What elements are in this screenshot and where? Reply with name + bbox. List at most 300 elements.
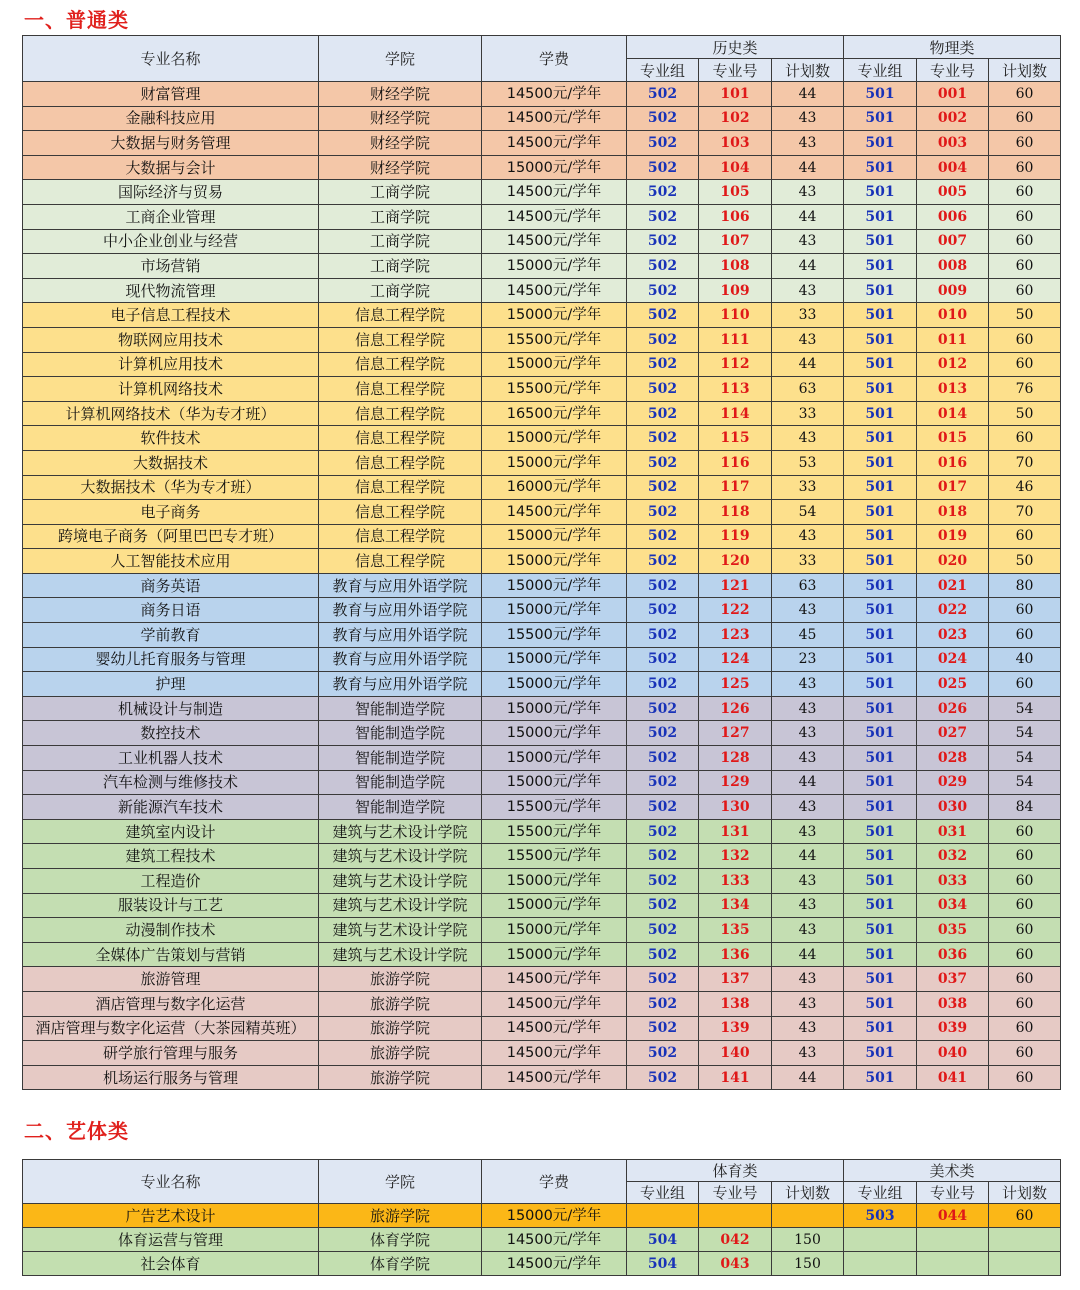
plan-a-cell: 44: [772, 352, 844, 377]
table-row: [23, 352, 1061, 377]
code-a-cell: 138: [699, 991, 772, 1016]
plan-a-cell: 44: [772, 770, 844, 795]
code-b-cell: 021: [917, 573, 989, 598]
plan-a-cell: 150: [772, 1252, 844, 1276]
code-b-cell: [917, 1228, 989, 1252]
fee-cell: 15000元/学年: [482, 721, 627, 746]
group-b-cell: 501: [844, 377, 917, 402]
plan-b-cell: 60: [989, 106, 1061, 131]
college-cell: 建筑与艺术设计学院: [319, 942, 482, 967]
code-b-cell: 035: [917, 918, 989, 943]
group-a-cell: 502: [627, 721, 699, 746]
plan-b-cell: 54: [989, 696, 1061, 721]
major-name-cell: 建筑工程技术: [23, 844, 319, 869]
code-a-cell: 119: [699, 524, 772, 549]
major-name-cell: 大数据技术（华为专才班）: [23, 475, 319, 500]
code-a-cell: 141: [699, 1065, 772, 1090]
major-name-cell: 全媒体广告策划与营销: [23, 942, 319, 967]
major-name-cell: 体育运营与管理: [23, 1228, 319, 1252]
plan-a-cell: 43: [772, 869, 844, 894]
col-header-college: 学院: [319, 36, 482, 82]
group-a-cell: 502: [627, 303, 699, 328]
code-b-cell: 019: [917, 524, 989, 549]
plan-b-cell: 60: [989, 942, 1061, 967]
plan-a-cell: 43: [772, 991, 844, 1016]
college-cell: 教育与应用外语学院: [319, 598, 482, 623]
plan-b-cell: 80: [989, 573, 1061, 598]
fee-cell: 14500元/学年: [482, 180, 627, 205]
fee-cell: 15000元/学年: [482, 746, 627, 771]
sub-header-code: 专业号: [917, 1182, 989, 1204]
major-name-cell: 汽车检测与维修技术: [23, 770, 319, 795]
fee-cell: 15000元/学年: [482, 918, 627, 943]
group-a-cell: 502: [627, 967, 699, 992]
plan-b-cell: 54: [989, 770, 1061, 795]
plan-a-cell: 43: [772, 598, 844, 623]
major-name-cell: 酒店管理与数字化运营（大茶园精英班）: [23, 1016, 319, 1041]
fee-cell: 15000元/学年: [482, 1204, 627, 1228]
group-b-cell: 501: [844, 254, 917, 279]
table-row: [23, 1228, 1061, 1252]
group-b-cell: [844, 1252, 917, 1276]
plan-b-cell: 60: [989, 82, 1061, 107]
major-name-cell: 现代物流管理: [23, 278, 319, 303]
group-a-cell: 502: [627, 598, 699, 623]
major-name-cell: 工商企业管理: [23, 204, 319, 229]
plan-a-cell: 33: [772, 475, 844, 500]
group-b-cell: 501: [844, 819, 917, 844]
college-cell: 信息工程学院: [319, 549, 482, 574]
major-name-cell: 旅游管理: [23, 967, 319, 992]
sub-header-group: 专业组: [627, 59, 699, 82]
group-a-cell: 502: [627, 254, 699, 279]
fee-cell: 14500元/学年: [482, 1228, 627, 1252]
group-a-cell: 502: [627, 204, 699, 229]
major-name-cell: 服装设计与工艺: [23, 893, 319, 918]
major-name-cell: 工程造价: [23, 869, 319, 894]
code-b-cell: 011: [917, 327, 989, 352]
college-cell: 旅游学院: [319, 1065, 482, 1090]
table-row: [23, 647, 1061, 672]
plan-a-cell: 43: [772, 106, 844, 131]
fee-cell: 16000元/学年: [482, 475, 627, 500]
table-row: [23, 893, 1061, 918]
plan-a-cell: 44: [772, 82, 844, 107]
table-row: [23, 869, 1061, 894]
group-a-cell: 502: [627, 352, 699, 377]
table-row: [23, 500, 1061, 525]
plan-a-cell: 43: [772, 327, 844, 352]
table-row: [23, 967, 1061, 992]
plan-a-cell: 44: [772, 254, 844, 279]
major-name-cell: 建筑室内设计: [23, 819, 319, 844]
plan-a-cell: 43: [772, 1016, 844, 1041]
fee-cell: 15000元/学年: [482, 672, 627, 697]
fee-cell: 14500元/学年: [482, 991, 627, 1016]
major-name-cell: 中小企业创业与经营: [23, 229, 319, 254]
group-b-cell: 501: [844, 1041, 917, 1066]
group-a-cell: 502: [627, 819, 699, 844]
code-a-cell: 124: [699, 647, 772, 672]
plan-a-cell: 43: [772, 229, 844, 254]
group-b-cell: 501: [844, 327, 917, 352]
table-row: [23, 819, 1061, 844]
plan-b-cell: 60: [989, 991, 1061, 1016]
group-b-cell: 501: [844, 155, 917, 180]
plan-b-cell: 60: [989, 1041, 1061, 1066]
plan-b-cell: 60: [989, 204, 1061, 229]
college-cell: 智能制造学院: [319, 795, 482, 820]
table-row: [23, 475, 1061, 500]
table-row: [23, 770, 1061, 795]
group-a-cell: 502: [627, 573, 699, 598]
college-cell: 旅游学院: [319, 1204, 482, 1228]
code-b-cell: 028: [917, 746, 989, 771]
group-b-cell: 501: [844, 647, 917, 672]
code-a-cell: 105: [699, 180, 772, 205]
group-b-cell: 501: [844, 401, 917, 426]
code-a-cell: [699, 1204, 772, 1228]
code-a-cell: 128: [699, 746, 772, 771]
table-row: [23, 155, 1061, 180]
sub-header-code: 专业号: [699, 59, 772, 82]
code-b-cell: [917, 1252, 989, 1276]
fee-cell: 14500元/学年: [482, 1252, 627, 1276]
group-b-cell: 501: [844, 869, 917, 894]
college-cell: 信息工程学院: [319, 352, 482, 377]
plan-a-cell: 44: [772, 942, 844, 967]
code-a-cell: 135: [699, 918, 772, 943]
group-b-cell: 501: [844, 1016, 917, 1041]
code-a-cell: 121: [699, 573, 772, 598]
code-b-cell: 009: [917, 278, 989, 303]
code-a-cell: 130: [699, 795, 772, 820]
group-a-cell: 502: [627, 1041, 699, 1066]
code-b-cell: 018: [917, 500, 989, 525]
code-a-cell: 111: [699, 327, 772, 352]
major-name-cell: 市场营销: [23, 254, 319, 279]
fee-cell: 14500元/学年: [482, 229, 627, 254]
group-b-cell: 501: [844, 770, 917, 795]
code-b-cell: 034: [917, 893, 989, 918]
table-row: [23, 844, 1061, 869]
college-cell: 工商学院: [319, 278, 482, 303]
group-b-cell: 501: [844, 942, 917, 967]
fee-cell: 15000元/学年: [482, 598, 627, 623]
code-b-cell: 006: [917, 204, 989, 229]
plan-b-cell: 60: [989, 254, 1061, 279]
college-cell: 教育与应用外语学院: [319, 623, 482, 648]
group-a-cell: 502: [627, 450, 699, 475]
college-cell: 旅游学院: [319, 967, 482, 992]
group-b-cell: 501: [844, 106, 917, 131]
code-b-cell: 017: [917, 475, 989, 500]
major-name-cell: 新能源汽车技术: [23, 795, 319, 820]
major-name-cell: 物联网应用技术: [23, 327, 319, 352]
group-a-cell: 502: [627, 426, 699, 451]
table-row: [23, 623, 1061, 648]
group-a-cell: 502: [627, 377, 699, 402]
fee-cell: 14500元/学年: [482, 278, 627, 303]
code-b-cell: 030: [917, 795, 989, 820]
group-a-cell: 502: [627, 746, 699, 771]
college-cell: 信息工程学院: [319, 426, 482, 451]
major-name-cell: 软件技术: [23, 426, 319, 451]
code-b-cell: 037: [917, 967, 989, 992]
col-header-fine-arts: 美术类: [844, 1160, 1061, 1182]
col-header-fee: 学费: [482, 36, 627, 82]
table-row: [23, 426, 1061, 451]
plan-a-cell: 44: [772, 844, 844, 869]
major-name-cell: 工业机器人技术: [23, 746, 319, 771]
major-name-cell: 动漫制作技术: [23, 918, 319, 943]
table-row: [23, 1204, 1061, 1228]
code-b-cell: 027: [917, 721, 989, 746]
group-b-cell: 501: [844, 721, 917, 746]
group-b-cell: 501: [844, 573, 917, 598]
plan-b-cell: 50: [989, 549, 1061, 574]
plan-a-cell: 44: [772, 155, 844, 180]
group-a-cell: 502: [627, 991, 699, 1016]
group-b-cell: 501: [844, 180, 917, 205]
plan-a-cell: 43: [772, 696, 844, 721]
col-header-sports: 体育类: [627, 1160, 844, 1182]
major-name-cell: 计算机应用技术: [23, 352, 319, 377]
col-header-history: 历史类: [627, 36, 844, 59]
fee-cell: 15000元/学年: [482, 155, 627, 180]
table-row: [23, 672, 1061, 697]
col-header-fee: 学费: [482, 1160, 627, 1204]
group-b-cell: 501: [844, 672, 917, 697]
fee-cell: 15000元/学年: [482, 254, 627, 279]
plan-b-cell: 50: [989, 401, 1061, 426]
code-a-cell: 115: [699, 426, 772, 451]
college-cell: 体育学院: [319, 1252, 482, 1276]
plan-b-cell: 60: [989, 229, 1061, 254]
code-b-cell: 020: [917, 549, 989, 574]
group-a-cell: 502: [627, 475, 699, 500]
plan-a-cell: 53: [772, 450, 844, 475]
college-cell: 教育与应用外语学院: [319, 672, 482, 697]
major-name-cell: 酒店管理与数字化运营: [23, 991, 319, 1016]
plan-b-cell: 60: [989, 598, 1061, 623]
table-row: [23, 549, 1061, 574]
college-cell: 信息工程学院: [319, 401, 482, 426]
code-a-cell: 118: [699, 500, 772, 525]
college-cell: 信息工程学院: [319, 475, 482, 500]
table-row: [23, 696, 1061, 721]
code-a-cell: 131: [699, 819, 772, 844]
code-b-cell: 010: [917, 303, 989, 328]
code-b-cell: 014: [917, 401, 989, 426]
plan-b-cell: 60: [989, 967, 1061, 992]
table-row: [23, 303, 1061, 328]
code-a-cell: 113: [699, 377, 772, 402]
table-row: [23, 229, 1061, 254]
major-name-cell: 机械设计与制造: [23, 696, 319, 721]
plan-a-cell: 43: [772, 426, 844, 451]
college-cell: 财经学院: [319, 106, 482, 131]
group-a-cell: 502: [627, 500, 699, 525]
plan-a-cell: [772, 1204, 844, 1228]
group-b-cell: 501: [844, 696, 917, 721]
college-cell: 信息工程学院: [319, 303, 482, 328]
plan-b-cell: 60: [989, 672, 1061, 697]
group-b-cell: 501: [844, 991, 917, 1016]
plan-a-cell: 44: [772, 1065, 844, 1090]
col-header-college: 学院: [319, 1160, 482, 1204]
code-a-cell: 106: [699, 204, 772, 229]
code-a-cell: 101: [699, 82, 772, 107]
college-cell: 工商学院: [319, 254, 482, 279]
group-a-cell: 502: [627, 1016, 699, 1041]
group-b-cell: 501: [844, 623, 917, 648]
fee-cell: 15000元/学年: [482, 352, 627, 377]
college-cell: 信息工程学院: [319, 377, 482, 402]
table-row: [23, 450, 1061, 475]
code-a-cell: 126: [699, 696, 772, 721]
plan-a-cell: 43: [772, 893, 844, 918]
table-row: [23, 918, 1061, 943]
fee-cell: 14500元/学年: [482, 1041, 627, 1066]
code-a-cell: 114: [699, 401, 772, 426]
code-a-cell: 104: [699, 155, 772, 180]
general-admission-table: [22, 35, 1061, 1090]
plan-a-cell: 54: [772, 500, 844, 525]
plan-b-cell: 60: [989, 426, 1061, 451]
plan-b-cell: 60: [989, 131, 1061, 156]
fee-cell: 14500元/学年: [482, 967, 627, 992]
group-a-cell: 502: [627, 623, 699, 648]
code-a-cell: 132: [699, 844, 772, 869]
table-row: [23, 106, 1061, 131]
code-a-cell: 108: [699, 254, 772, 279]
fee-cell: 14500元/学年: [482, 106, 627, 131]
code-b-cell: 007: [917, 229, 989, 254]
group-a-cell: 504: [627, 1228, 699, 1252]
group-b-cell: 501: [844, 918, 917, 943]
code-b-cell: 016: [917, 450, 989, 475]
table-row: [23, 1041, 1061, 1066]
fee-cell: 14500元/学年: [482, 131, 627, 156]
major-name-cell: 婴幼儿托育服务与管理: [23, 647, 319, 672]
fee-cell: 15000元/学年: [482, 869, 627, 894]
code-a-cell: 123: [699, 623, 772, 648]
fee-cell: 15000元/学年: [482, 549, 627, 574]
plan-b-cell: 54: [989, 721, 1061, 746]
major-name-cell: 商务日语: [23, 598, 319, 623]
group-a-cell: 502: [627, 647, 699, 672]
code-a-cell: 112: [699, 352, 772, 377]
major-name-cell: 大数据与会计: [23, 155, 319, 180]
code-b-cell: 008: [917, 254, 989, 279]
code-a-cell: 125: [699, 672, 772, 697]
major-name-cell: 大数据技术: [23, 450, 319, 475]
code-a-cell: 133: [699, 869, 772, 894]
code-a-cell: 120: [699, 549, 772, 574]
table-row: [23, 278, 1061, 303]
code-b-cell: 015: [917, 426, 989, 451]
code-b-cell: 025: [917, 672, 989, 697]
plan-b-cell: 60: [989, 819, 1061, 844]
group-a-cell: 502: [627, 549, 699, 574]
plan-b-cell: 60: [989, 1016, 1061, 1041]
fee-cell: 15500元/学年: [482, 819, 627, 844]
plan-b-cell: [989, 1252, 1061, 1276]
college-cell: 信息工程学院: [319, 524, 482, 549]
col-header-major-name: 专业名称: [23, 36, 319, 82]
group-b-cell: 501: [844, 450, 917, 475]
table-row: [23, 180, 1061, 205]
plan-a-cell: 43: [772, 746, 844, 771]
plan-b-cell: 60: [989, 524, 1061, 549]
plan-b-cell: 60: [989, 180, 1061, 205]
group-a-cell: 502: [627, 180, 699, 205]
plan-b-cell: 60: [989, 893, 1061, 918]
code-a-cell: 136: [699, 942, 772, 967]
arts-sports-admission-table: [22, 1159, 1061, 1276]
section1-title: 一、普通类: [24, 8, 129, 32]
fee-cell: 14500元/学年: [482, 1065, 627, 1090]
table-row: [23, 598, 1061, 623]
major-name-cell: 电子商务: [23, 500, 319, 525]
plan-a-cell: 43: [772, 524, 844, 549]
plan-b-cell: [989, 1228, 1061, 1252]
code-a-cell: 109: [699, 278, 772, 303]
college-cell: 财经学院: [319, 155, 482, 180]
plan-a-cell: 43: [772, 1041, 844, 1066]
group-b-cell: 501: [844, 967, 917, 992]
college-cell: 信息工程学院: [319, 327, 482, 352]
code-b-cell: 023: [917, 623, 989, 648]
code-a-cell: 042: [699, 1228, 772, 1252]
table-row: [23, 254, 1061, 279]
group-b-cell: 501: [844, 352, 917, 377]
college-cell: 工商学院: [319, 204, 482, 229]
group-a-cell: 502: [627, 278, 699, 303]
code-b-cell: 026: [917, 696, 989, 721]
table-row: [23, 1065, 1061, 1090]
fee-cell: 15500元/学年: [482, 377, 627, 402]
plan-b-cell: 46: [989, 475, 1061, 500]
fee-cell: 15000元/学年: [482, 573, 627, 598]
table-row: [23, 1252, 1061, 1276]
plan-a-cell: 23: [772, 647, 844, 672]
college-cell: 教育与应用外语学院: [319, 647, 482, 672]
fee-cell: 15000元/学年: [482, 770, 627, 795]
plan-b-cell: 60: [989, 869, 1061, 894]
table-row: [23, 524, 1061, 549]
fee-cell: 15500元/学年: [482, 844, 627, 869]
code-b-cell: 044: [917, 1204, 989, 1228]
plan-b-cell: 54: [989, 746, 1061, 771]
sub-header-plan: 计划数: [772, 1182, 844, 1204]
table-row: [23, 82, 1061, 107]
major-name-cell: 金融科技应用: [23, 106, 319, 131]
code-a-cell: 139: [699, 1016, 772, 1041]
major-name-cell: 电子信息工程技术: [23, 303, 319, 328]
table-row: [23, 795, 1061, 820]
plan-b-cell: 60: [989, 623, 1061, 648]
table-row: [23, 721, 1061, 746]
fee-cell: 15500元/学年: [482, 327, 627, 352]
code-a-cell: 110: [699, 303, 772, 328]
code-a-cell: 122: [699, 598, 772, 623]
college-cell: 财经学院: [319, 82, 482, 107]
group-b-cell: 501: [844, 549, 917, 574]
plan-a-cell: 43: [772, 278, 844, 303]
fee-cell: 14500元/学年: [482, 500, 627, 525]
